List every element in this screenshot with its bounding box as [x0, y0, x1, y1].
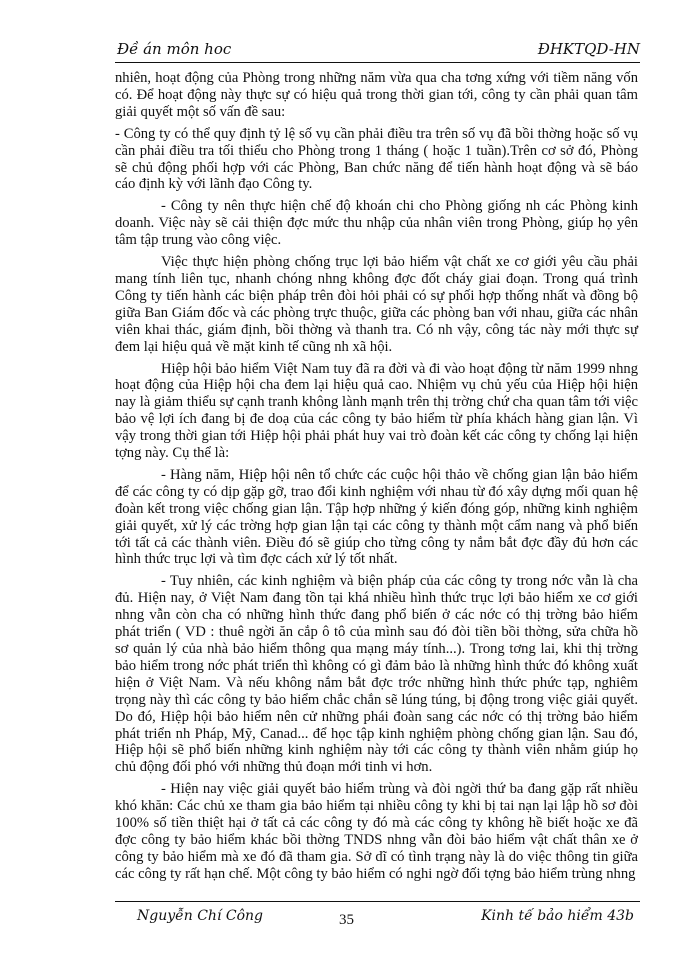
body-text [115, 70, 638, 888]
header-rule [115, 62, 640, 63]
header-document-type: Đề án môn hoc [117, 40, 232, 58]
paragraph: - Tuy nhiên, các kinh nghiệm và biện pháp của các công ty trong nớc vẫn là cha đủ. Hiện nay, ở Việt Nam đang tồn tại khá nhiều hình thức trục lợi bảo hiểm xe cơ giới nhng vẫn còn cha có những hình thức đang phổ biến ở các nớc có thị trờng bảo hiểm phát triển ( VD : thuê ngời ăn cắp ô tô của mình sau đó đòi tiền bồi thờng, sửa chữa hồ sơ quản lý của nhà bảo hiểm thông qua mạng máy tính...). Trong tơng lai, khi thị trờng bảo hiểm trong nớc phát triển thì không có gì đảm bảo là những hình thức đó không xuất hiện ở Việt Nam. Và nếu không nắm bắt đợc trớc những hình thức phức tạp, nghiêm trọng này thì các công ty bảo hiểm chắc chắn sẽ lúng túng, bị động trong việc giải quyết. Do đó, Hiệp hội bảo hiểm nên cử những phái đoàn sang các nớc có thị trờng bảo hiểm phát triển nh Pháp, Mỹ, Canad... để học tập kinh nghiệm phòng chống gian lận. Sau đó, Hiệp hội sẽ phổ biến những kinh nghiệm này tới các công ty thành viên nhằm giúp họ chủ động đối phó với những thủ đoạn mới tinh vi hơn. [115, 573, 638, 776]
footer-course: Kinh tế bảo hiểm 43b [481, 908, 634, 924]
paragraph: - Công ty có thể quy định tỷ lệ số vụ cần phải điều tra trên số vụ đã bồi thờng hoặc số vụ cần phải điều tra tối thiểu cho Phòng trong 1 tháng ( hoặc 1 tuần).Trên cơ sở đó, Phòng sẽ chủ động phối hợp với các Phòng, Ban chức năng để tiến hành hoạt động và sẽ báo cáo định kỳ với lãnh đạo Công ty. [115, 125, 638, 193]
footer-author: Nguyễn Chí Công [137, 908, 263, 924]
paragraph: nhiên, hoạt động của Phòng trong những năm vừa qua cha tơng xứng với tiềm năng vốn có. Để hoạt động này thực sự có hiệu quả trong thời gian tới, công ty cần phải quan tâm giải quyết một số vấn đề sau: [115, 70, 638, 120]
footer-rule [115, 901, 640, 902]
paragraph: Hiệp hội bảo hiểm Việt Nam tuy đã ra đời và đi vào hoạt động từ năm 1999 nhng hoạt động của Hiệp hội cha đem lại hiệu quả cao. Nhiệm vụ chủ yếu của Hiệp hội hiện nay là giảm thiểu sự cạnh tranh không lành mạnh trên thị trờng chứ cha quan tâm tới việc bảo vệ lợi ích đang bị đe doạ của các công ty bảo hiểm từ phía khách hàng gian lận. Vì vậy trong thời gian tới Hiệp hội phải phát huy vai trò đoàn kết các công ty chống lại hiện tợng này. Cụ thể là: [115, 360, 638, 462]
paragraph: - Hàng năm, Hiệp hội nên tổ chức các cuộc hội thảo về chống gian lận bảo hiểm để các công ty có dịp gặp gỡ, trao đổi kinh nghiệm với nhau từ đó xây dựng mối quan hệ đoàn kết trong việc chống gian lận. Tập hợp những ý kiến đóng góp, những kinh nghiệm giải quyết, xử lý các trờng hợp gian lận tại các công ty thành một cẩm nang và phổ biến tới tất cả các thành viên. Điều đó sẽ giúp cho từng công ty nắm bắt đợc đầy đủ hơn các hình thức trục lợi và tìm đợc cách xử lý tốt nhất. [115, 466, 638, 568]
paragraph: Việc thực hiện phòng chống trục lợi bảo hiểm vật chất xe cơ giới yêu cầu phải mang tính liên tục, nhanh chóng nhng không đợc đốt cháy giai đoạn. Trong quá trình Công ty tiến hành các biện pháp trên đòi hỏi phải có sự phối hợp thống nhất và đồng bộ giữa Ban Giám đốc và các phòng trực thuộc, giữa các phòng ban với nhau, giữa các nhân viên khai thác, giám định, bồi thờng và thanh tra. Có nh vậy, công tác này mới thực sự đem lại hiệu quả về mặt kinh tế cũng nh xã hội. [115, 254, 638, 355]
page-header [115, 40, 640, 64]
page-footer [115, 908, 640, 934]
paragraph: - Hiện nay việc giải quyết bảo hiểm trùng và đòi ngời thứ ba đang gặp rất nhiều khó khăn: Các chủ xe tham gia bảo hiểm tại nhiều công ty khi bị tai nạn lại lập hồ sơ đòi 100% số tiền thiệt hại ở tất cả các công ty đó mà các công ty không hề biết hoặc xe đã đợc công ty bảo hiểm khác bồi thờng TNDS nhng vẫn đòi bảo hiểm vật chất thân xe ở công ty bảo hiểm mà xe đó đã tham gia. Sở dĩ có tình trạng này là do việc thông tin giữa các công ty rất hạn chế. Một công ty bảo hiểm có nghi ngờ đối tợng bảo hiểm trùng nhng [115, 781, 638, 882]
page-number: 35 [339, 912, 354, 928]
header-institution: ĐHKTQD-HN [537, 40, 640, 58]
paragraph: - Công ty nên thực hiện chế độ khoán chi cho Phòng giống nh các Phòng kinh doanh. Việc này sẽ cải thiện đợc mức thu nhập của nhân viên trong Phòng, giúp họ yên tâm tập trung vào công việc. [115, 198, 638, 249]
